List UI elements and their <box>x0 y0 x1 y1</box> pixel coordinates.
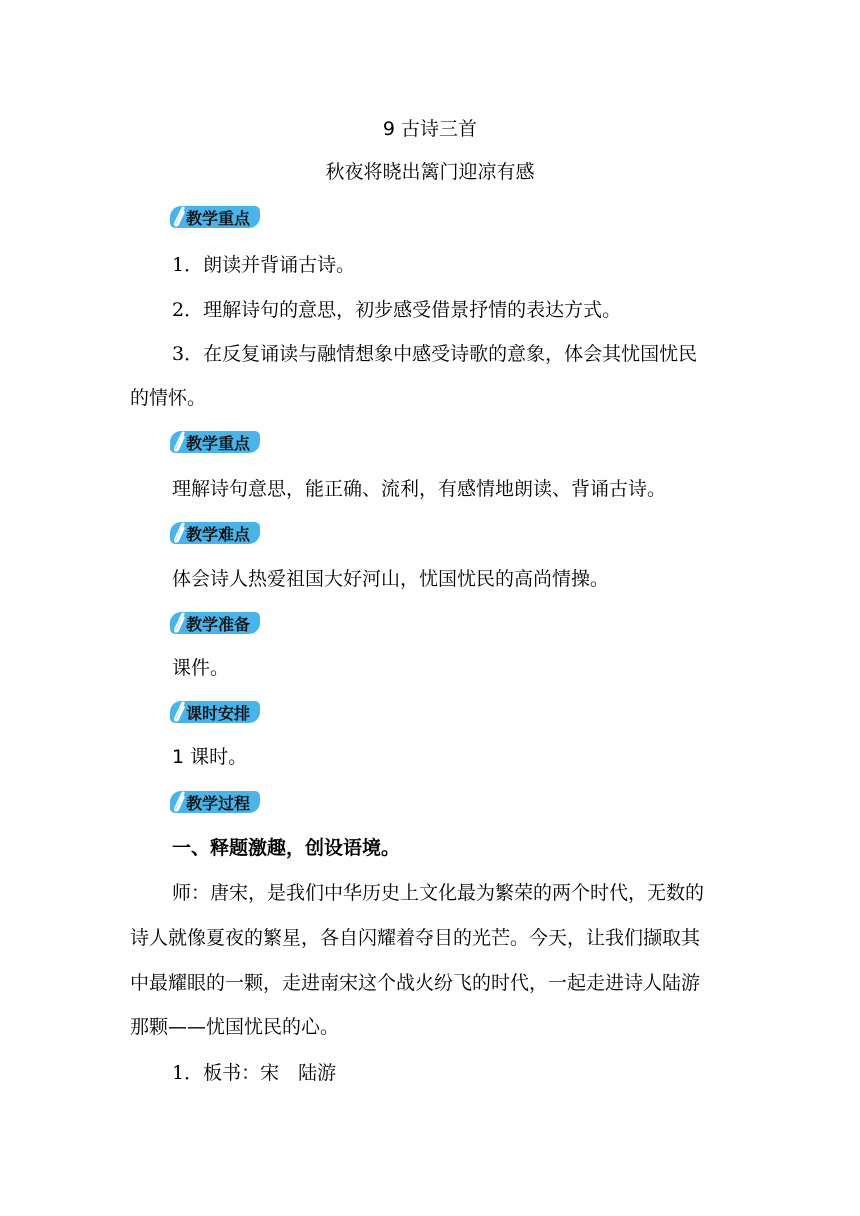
blackboard-text: 1．板书：宋 陆游 <box>172 1062 337 1084</box>
badge-label: 教学重点 <box>186 433 251 453</box>
paragraph-line-1: 师：唐宋，是我们中华历史上文化最为繁荣的两个时代，无数的 <box>172 882 705 904</box>
badge-label: 教学重点 <box>186 208 251 228</box>
section-badge-difficulty <box>170 519 250 547</box>
paragraph-line-2: 诗人就像夏夜的繁星，各自闪耀着夺目的光芒。今天，让我们撷取其 <box>130 927 701 949</box>
paperclip-icon <box>172 791 186 813</box>
section-badge-goals <box>170 203 250 231</box>
paperclip-icon <box>172 522 186 544</box>
section-badge-process <box>170 788 250 816</box>
goal-item-3-continued: 的情怀。 <box>130 387 207 409</box>
paperclip-icon <box>172 701 186 723</box>
paperclip-icon <box>172 612 186 634</box>
section-badge-preparation <box>170 609 250 637</box>
goal-item-3: 3．在反复诵读与融情想象中感受诗歌的意象，体会其忧国忧民 <box>172 343 698 365</box>
section-badge-schedule <box>170 698 250 726</box>
paragraph-line-3: 中最耀眼的一颗，走进南宋这个战火纷飞的时代，一起走进诗人陆游 <box>130 972 701 994</box>
section-badge-key-point <box>170 428 250 456</box>
badge-label: 教学准备 <box>186 614 251 634</box>
key-point-text: 理解诗句意思，能正确、流利，有感情地朗读、背诵古诗。 <box>172 478 667 500</box>
paperclip-icon <box>172 206 186 228</box>
badge-label: 教学难点 <box>186 524 251 544</box>
difficulty-text: 体会诗人热爱祖国大好河山，忧国忧民的高尚情操。 <box>172 568 610 590</box>
poem-title: 秋夜将晓出篱门迎凉有感 <box>325 161 535 183</box>
badge-label: 教学过程 <box>186 793 251 813</box>
goal-item-1: 1．朗读并背诵古诗。 <box>172 254 356 276</box>
paperclip-icon <box>172 431 186 453</box>
lesson-title: 9 古诗三首 <box>382 118 478 140</box>
paragraph-line-4: 那颗——忧国忧民的心。 <box>130 1016 340 1038</box>
goal-item-2: 2．理解诗句的意思，初步感受借景抒情的表达方式。 <box>172 299 622 321</box>
schedule-text: 1 课时。 <box>172 746 248 768</box>
badge-label: 课时安排 <box>186 703 251 723</box>
process-heading: 一、释题激趣，创设语境。 <box>172 837 401 859</box>
preparation-text: 课件。 <box>172 657 230 679</box>
